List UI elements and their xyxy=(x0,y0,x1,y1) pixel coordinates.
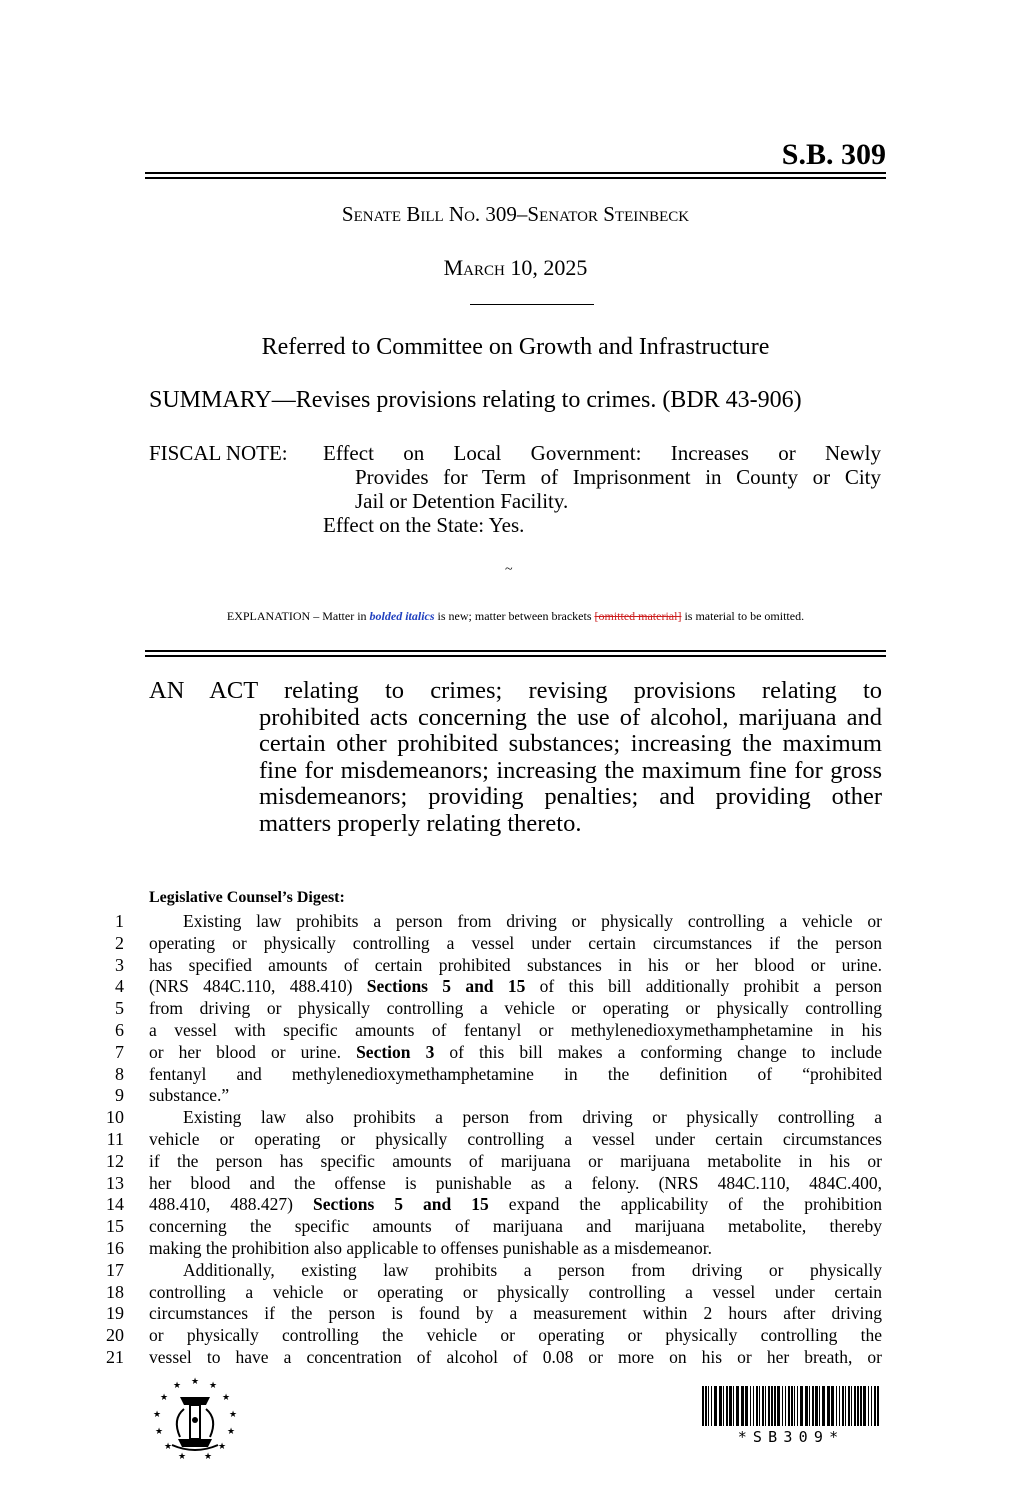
digest-line-text: or her blood or urine. Section 3 of this bill makes a conforming change to include xyxy=(149,1041,882,1062)
act-title-continuation: prohibited acts concerning the use of alcohol, marijuana and certain other prohibited substances; increasing the maximum fine for misdemeanors; increasing the maximum fine for gross misdemeanors; providing penalties; and providing other matters properly relating thereto. xyxy=(259,703,882,837)
summary-line: SUMMARY—Revises provisions relating to crimes. (BDR 43-906) xyxy=(149,387,802,413)
digest-line xyxy=(100,998,882,1020)
digest-line xyxy=(100,1064,882,1086)
line-number: 12 xyxy=(106,1150,124,1171)
digest-line xyxy=(100,1020,882,1042)
barcode-bar xyxy=(726,1386,728,1426)
svg-text:★: ★ xyxy=(163,1442,173,1452)
bill-date: March 10, 2025 xyxy=(443,255,588,280)
barcode-bar xyxy=(809,1386,810,1426)
digest-line-text: vehicle or operating or physically controlling a vessel under certain circumstances xyxy=(149,1128,882,1149)
svg-text:★: ★ xyxy=(221,1393,231,1403)
act-title xyxy=(149,678,882,837)
digest-line-text: a vessel with specific amounts of fentanyl or methylenedioxymethamphetamine in his xyxy=(149,1019,882,1040)
explanation-bold-italics: bolded italics xyxy=(369,609,435,623)
barcode-bar xyxy=(714,1386,717,1426)
digest-line-text: or physically controlling the vehicle or operating or physically controlling the xyxy=(149,1325,882,1346)
line-number: 11 xyxy=(106,1128,124,1149)
barcode-bar xyxy=(812,1386,814,1426)
line-number: 6 xyxy=(115,1019,124,1040)
line-number: 2 xyxy=(115,932,124,953)
barcode-bar xyxy=(845,1386,846,1426)
svg-text:★: ★ xyxy=(177,1452,187,1462)
svg-text:★: ★ xyxy=(208,1381,218,1391)
line-number: 14 xyxy=(106,1194,124,1215)
digest-line-text: 488.410, 488.427) Sections 5 and 15 expand the applicability of the prohibition xyxy=(149,1194,883,1215)
line-number: 17 xyxy=(106,1259,124,1280)
digest-line-text: controlling a vehicle or operating or physically controlling a vessel under certain xyxy=(149,1281,882,1302)
digest-line xyxy=(100,1347,882,1369)
digest-line-text: has specified amounts of certain prohibited substances in his or her blood or urine. xyxy=(149,954,882,975)
svg-text:★: ★ xyxy=(217,1442,227,1452)
line-number: 4 xyxy=(115,976,124,997)
digest-line xyxy=(100,1216,882,1238)
barcode-bar xyxy=(719,1386,722,1426)
barcode-image xyxy=(702,1386,880,1431)
barcode-bar xyxy=(741,1386,744,1426)
line-number: 8 xyxy=(115,1063,124,1084)
line-number: 5 xyxy=(115,998,124,1019)
barcode-bar xyxy=(794,1386,795,1426)
digest-line xyxy=(100,1085,882,1107)
barcode-bar xyxy=(774,1386,776,1426)
barcode-bar xyxy=(788,1386,790,1426)
line-number: 10 xyxy=(106,1107,124,1128)
fiscal-note-label: FISCAL NOTE: xyxy=(149,441,288,465)
svg-text:★: ★ xyxy=(159,1393,169,1403)
line-number: 3 xyxy=(115,954,124,975)
barcode-bar xyxy=(771,1386,773,1426)
explanation-omitted: [omitted material] xyxy=(594,609,682,623)
line-number: 16 xyxy=(106,1237,124,1258)
barcode-bar xyxy=(863,1386,866,1426)
line-number: 9 xyxy=(115,1085,124,1106)
barcode-bar xyxy=(860,1386,862,1426)
act-rule-bottom xyxy=(145,655,886,657)
date-divider xyxy=(470,304,594,305)
digest-line xyxy=(100,1173,882,1195)
svg-text:★: ★ xyxy=(226,1427,236,1437)
digest-line-text: circumstances if the person is found by a measurement within 2 hours after driving xyxy=(149,1303,882,1324)
fiscal-note xyxy=(149,441,881,537)
barcode-bar xyxy=(819,1386,820,1426)
fiscal-note-line-2: Provides for Term of Imprisonment in County or City xyxy=(355,465,881,489)
barcode-bar xyxy=(822,1386,825,1426)
digest-line xyxy=(100,1151,882,1173)
explanation-line xyxy=(145,609,886,624)
digest-line xyxy=(100,1042,882,1064)
digest-line xyxy=(100,1129,882,1151)
barcode-bar xyxy=(736,1386,739,1426)
header-rule-top xyxy=(145,172,886,174)
barcode-bar xyxy=(785,1386,786,1426)
digest-line-text: making the prohibition also applicable to offenses punishable as a misdemeanor. xyxy=(149,1237,712,1258)
barcode-bar xyxy=(877,1386,879,1426)
line-number: 19 xyxy=(106,1303,124,1324)
digest-line xyxy=(100,1238,882,1260)
header-rule-bottom xyxy=(145,177,886,179)
barcode-bar xyxy=(854,1386,856,1426)
line-number: 20 xyxy=(106,1325,124,1346)
digest-line-text: vessel to have a concentration of alcohol of 0.08 or more on his or her breath, or xyxy=(149,1346,882,1367)
barcode-bar xyxy=(768,1386,770,1426)
barcode-bar xyxy=(831,1386,834,1426)
barcode-bar xyxy=(827,1386,830,1426)
svg-text:★: ★ xyxy=(228,1410,238,1420)
barcode-bar xyxy=(800,1386,803,1426)
line-number: 13 xyxy=(106,1172,124,1193)
barcode-bar xyxy=(733,1386,734,1426)
barcode-bar xyxy=(839,1386,840,1426)
barcode-bar xyxy=(842,1386,844,1426)
tilde-mark: ~ xyxy=(505,562,513,577)
fiscal-note-line-4: Effect on the State: Yes. xyxy=(323,513,525,537)
digest-body xyxy=(100,911,882,1369)
svg-text:★: ★ xyxy=(190,1377,200,1387)
svg-text:★: ★ xyxy=(172,1381,182,1391)
barcode-bar xyxy=(762,1386,764,1426)
digest-line-text: Existing law also prohibits a person from driving or physically controlling a xyxy=(183,1107,882,1128)
digest-line-text: from driving or physically controlling a vehicle or operating or physically controlling xyxy=(149,998,882,1019)
digest-line xyxy=(100,933,882,955)
line-number: 7 xyxy=(115,1041,124,1062)
fiscal-note-line-3: Jail or Detention Facility. xyxy=(355,489,569,513)
digest-line xyxy=(100,911,882,933)
barcode-bar xyxy=(708,1386,709,1426)
barcode-bar xyxy=(848,1386,850,1426)
barcode-text: *SB309* xyxy=(737,1428,845,1446)
referral-line: Referred to Committee on Growth and Infrastructure xyxy=(261,334,770,360)
barcode-bar xyxy=(851,1386,852,1426)
barcode-bar xyxy=(868,1386,869,1426)
digest-line xyxy=(100,1325,882,1347)
barcode-bar xyxy=(797,1386,798,1426)
barcode-bar xyxy=(729,1386,732,1426)
digest-heading: Legislative Counsel’s Digest: xyxy=(149,889,345,906)
digest-line-text: Additionally, existing law prohibits a person from driving or physically xyxy=(183,1259,882,1280)
nevada-legislature-seal-icon xyxy=(150,1375,240,1470)
barcode-bar xyxy=(805,1386,808,1426)
digest-line-text: operating or physically controlling a vessel under certain circumstances if the person xyxy=(149,932,882,953)
bill-title: Senate Bill No. 309–Senator Steinbeck xyxy=(341,202,690,226)
line-number: 1 xyxy=(115,911,124,931)
fiscal-note-line-1: Effect on Local Government: Increases or Newly xyxy=(323,441,881,465)
svg-text:★: ★ xyxy=(203,1452,213,1462)
digest-line-text: her blood and the offense is punishable as a felony. (NRS 484C.110, 484C.400, xyxy=(149,1172,882,1193)
digest-line xyxy=(100,1303,882,1325)
act-title-first-line: AN ACT relating to crimes; revising provisions relating to xyxy=(149,677,882,704)
digest-line-text: fentanyl and methylenedioxymethamphetamine in the definition of “prohibited xyxy=(149,1063,882,1084)
digest-line xyxy=(100,1260,882,1282)
explanation-middle: is new; matter between brackets xyxy=(434,609,595,623)
svg-text:★: ★ xyxy=(154,1427,164,1437)
barcode-bar xyxy=(705,1386,707,1426)
digest-line-text: Existing law prohibits a person from driving or physically controlling a vehicle or xyxy=(183,911,882,931)
explanation-prefix: EXPLANATION – Matter in xyxy=(226,609,370,623)
barcode-bar xyxy=(815,1386,818,1426)
digest-line-text: (NRS 484C.110, 488.410) Sections 5 and 15 of this bill additionally prohibit a person xyxy=(149,976,882,997)
barcode-bar xyxy=(759,1386,760,1426)
barcode-bar xyxy=(857,1386,859,1426)
barcode-bar xyxy=(756,1386,758,1426)
digest-line xyxy=(100,1194,882,1216)
digest-line-text: if the person has specific amounts of marijuana or marijuana metabolite in his or xyxy=(149,1150,882,1171)
barcode-bar xyxy=(750,1386,751,1426)
digest-line xyxy=(100,955,882,977)
barcode-bar xyxy=(711,1386,712,1426)
barcode-bar xyxy=(791,1386,793,1426)
barcode-bar xyxy=(782,1386,783,1426)
digest-line xyxy=(100,1107,882,1129)
digest-line xyxy=(100,976,882,998)
barcode-bar xyxy=(765,1386,766,1426)
barcode-bar xyxy=(702,1386,704,1426)
digest-line-text: concerning the specific amounts of marijuana and marijuana metabolite, thereby xyxy=(149,1216,882,1237)
line-number: 21 xyxy=(106,1346,124,1367)
line-number: 15 xyxy=(106,1216,124,1237)
explanation-suffix: is material to be omitted. xyxy=(681,609,805,623)
digest-line xyxy=(100,1282,882,1304)
act-rule-top xyxy=(145,650,886,652)
barcode-bar xyxy=(871,1386,872,1426)
line-number: 18 xyxy=(106,1281,124,1302)
barcode-bar xyxy=(777,1386,780,1426)
barcode-bar xyxy=(753,1386,754,1426)
barcode-bar xyxy=(723,1386,724,1426)
digest-line-text: substance.” xyxy=(149,1085,230,1106)
barcode-bar xyxy=(836,1386,837,1426)
barcode-bar xyxy=(874,1386,876,1426)
bill-number: S.B. 309 xyxy=(781,138,886,171)
svg-text:★: ★ xyxy=(152,1410,162,1420)
barcode-bar xyxy=(745,1386,748,1426)
